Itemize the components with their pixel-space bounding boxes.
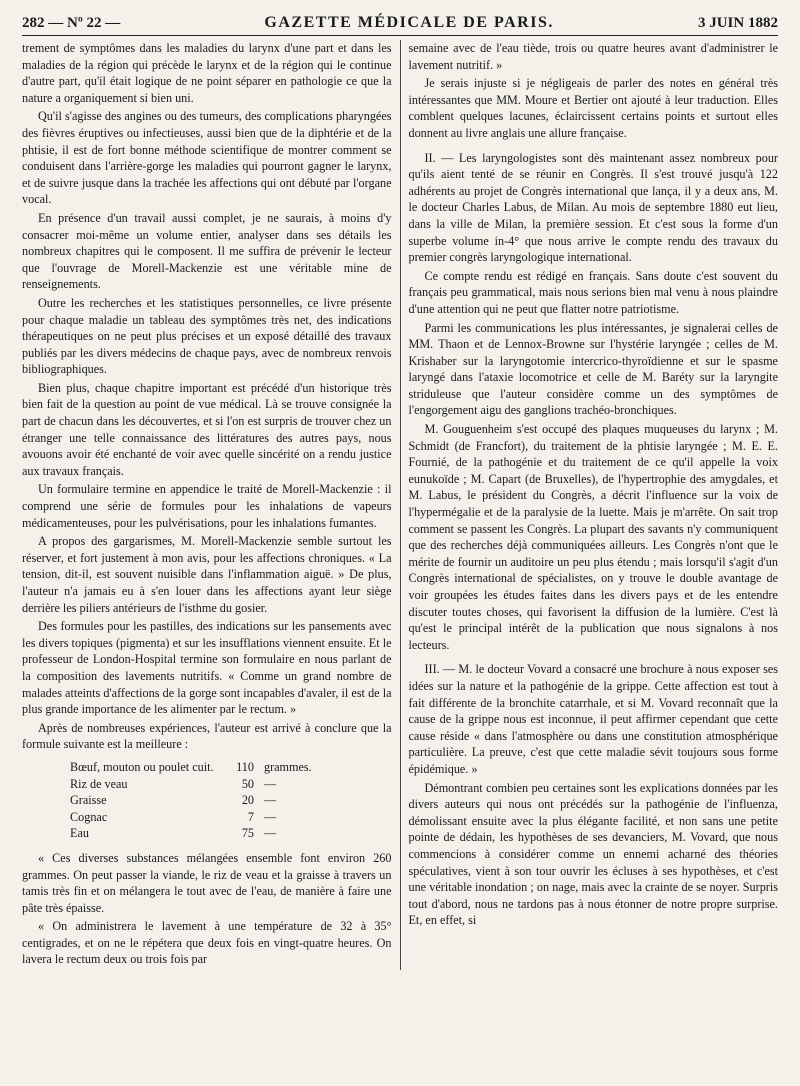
- formula-row: [70, 792, 392, 809]
- formula-ingredient: Riz de veau: [70, 776, 128, 791]
- formula-quantity: 75: [241, 826, 254, 841]
- formula-unit: —: [264, 776, 277, 791]
- text-columns: [22, 40, 778, 970]
- paragraph: semaine avec de l'eau tiède, trois ou quatre heures avant d'administrer le lavement nutritif. »: [408, 41, 778, 72]
- formula-row: [70, 809, 392, 826]
- paragraph: trement de symptômes dans les maladies du larynx d'une part et dans les maladies de la région qui précède le larynx et de la région qui le continue d'autre part, qu'il était logique de ne point séparer en pathologie ce que la nature a organiquement si bien uni.: [22, 41, 392, 105]
- right-column: [408, 40, 778, 970]
- formula-row: [70, 759, 392, 776]
- formula-quantity: 110: [236, 759, 254, 774]
- formula-quantity: 7: [247, 809, 254, 824]
- paragraph: Qu'il s'agisse des angines ou des tumeurs, des complications pharyngées des fièvres éruptives ou infectieuses, aussi bien que de la diphtérie et de la phtisie, il est de fort bonne méthode scientifique de montrer comment se conduisent dans l'arrière-gorge les maladies qui pourront gagner le larynx, et de suivre jusque dans la trachée les affections qui ont débuté par l'organe vocal.: [22, 109, 392, 207]
- paragraph: En présence d'un travail aussi complet, je ne saurais, à moins d'y consacrer moi-même un volume entier, analyser dans ses détails les nombreux chapitres qui le composent. Il me suffira de prévenir le lecteur que l'ouvrage de Morell-Mackenzie est une véritable mine de renseignements.: [22, 210, 392, 292]
- formula-ingredient: Cognac: [70, 809, 108, 824]
- formula-ingredient: Graisse: [70, 793, 107, 808]
- paragraph: II. — Les laryngologistes sont dès maintenant assez nombreux pour qu'ils aient tenté de se réunir en Congrès. Il s'est trouvé jusqu'à 122 adhérents au projet de Congrès international que lança, il y a deux ans, M. le docteur Charles Labus, de Milan. Au mois de septembre 1880 eut lieu, dans la ville de Milan, la première session. Et c'est sous la forme d'un superbe volume in-4° que nous arrive le compte rendu des travaux du premier congrès laryngologique international.: [408, 150, 778, 265]
- paragraph: III. — M. le docteur Vovard a consacré une brochure à nous exposer ses idées sur la nature et la pathogénie de la grippe. Cette affection est tout à fait différente de la bronchite catarrhale, et si M. Vovard reconnaît que la cause de la grippe nous est inconnue, il peut affirmer cependant que cette cause réside « dans l'atmosphère ou dans une constitution atmosphérique particulière. La preuve, c'est que cette maladie sévit toujours sous forme épidémique. »: [408, 662, 778, 776]
- issue-date: 3 JUIN 1882: [697, 15, 778, 31]
- left-paragraphs-after: [22, 850, 392, 968]
- formula-ingredient: Bœuf, mouton ou poulet cuit.: [70, 759, 214, 774]
- journal-title: GAZETTE MÉDICALE DE PARIS.: [264, 14, 554, 31]
- formula-unit: —: [264, 809, 277, 824]
- paragraph: Un formulaire termine en appendice le traité de Morell-Mackenzie : il comprend une série de formules pour les inhalations de vapeurs médicamenteuses, pour les pulvérisations, pour les inhalations fumantes.: [22, 482, 392, 530]
- formula-unit: —: [264, 826, 277, 841]
- formula-quantity: 20: [241, 793, 254, 808]
- paragraph: Après de nombreuses expériences, l'auteur est arrivé à conclure que la formule suivante est la meilleure :: [22, 720, 392, 752]
- formula-row: [70, 825, 392, 842]
- formula-quantity: 50: [241, 776, 254, 791]
- paragraph: Outre les recherches et les statistiques personnelles, ce livre présente pour chaque maladie un tableau des symptômes très net, des indications thérapeutiques on ne peut plus précises et un exposé détaillé des travaux publiés par les divers médecins de chaque pays, avec de nombreux renvois bibliographiques.: [22, 295, 392, 377]
- formula-row: [70, 776, 392, 793]
- left-column: [22, 40, 392, 970]
- formula-ingredient: Eau: [70, 826, 89, 841]
- page-header: [22, 14, 778, 32]
- paragraph: M. Gouguenheim s'est occupé des plaques muqueuses du larynx ; M. Schmidt (de Francfort), du traitement de la phtisie laryngée ; M. E. E. Fournié, de la pathogénie et du traitement de ce qu'il appelle la voix eunukoïde ; M. Capart (de Bruxelles), de l'hypertrophie des amygdales, et M. Labus, le président du Congrès, a décrit l'influence sur la voix de l'hypermégalie et de la paralysie de la luette. Mais je m'arrête. On sait trop comment se passent les Congrès. La plupart des savants n'y communiquent que des recherches déjà communiquées ailleurs. Les Congrès n'ont que le mérite de fournir un auditoire un peu plus étendu ; mais lorsqu'il s'agit d'un Congrès international de spécialistes, on y trouve le double avantage de voir groupées les études faites dans les divers pays et de les entendre discuter toutes choses, qui favorisent la diffusion de la lumière. C'est là qu'est le principal intérêt de la publication que nous signalons à nos lecteurs.: [408, 422, 778, 652]
- paragraph: Ce compte rendu est rédigé en français. Sans doute c'est souvent du français peu grammatical, mais nous serions bien mal venu à nous plaindre d'une attention qui ne peut que flatter notre patriotisme.: [408, 268, 778, 316]
- paragraph: Bien plus, chaque chapitre important est précédé d'un historique très bien fait de la question au point de vue médical. Là se trouve consignée la part de chacun dans les découvertes, et si l'on est surpris de trouver chez un étranger une telle connaissance des littératures des autres pays, nous avouons avoir été enchanté de voir avec quelle sincérité on a rendu justice aux travaux français.: [22, 380, 392, 478]
- header-rule: [22, 35, 778, 36]
- page-number: 282 — Nº 22 —: [22, 15, 121, 31]
- formula-unit: —: [264, 793, 277, 808]
- paragraph: « On administrera le lavement à une température de 32 à 35° centigrades, et on ne le répétera que deux fois en vingt-quatre heures. On lavera le rectum deux ou trois fois par: [22, 919, 392, 967]
- paragraph: « Ces diverses substances mélangées ensemble font environ 260 grammes. On peut passer la viande, le riz de veau et la graisse à travers un tamis très fin et on mélangera le tout avec de l'eau, de manière à faire une pâte très épaisse.: [22, 850, 392, 915]
- paragraph: Des formules pour les pastilles, des indications sur les pansements avec les divers topiques (pigmenta) et sur les insufflations viennent ensuite. Et le professeur de London-Hospital termine son formulaire en nous parlant de la composition des lavements nutritifs. « Comme un grand nombre de malades atteints d'affections de la gorge sont incapables d'avaler, il est de la plus grande importance de les alimenter par le rectum. »: [22, 619, 392, 717]
- paragraph: A propos des gargarismes, M. Morell-Mackenzie semble surtout les réserver, et fort justement à mon avis, pour les affections chroniques. « La tension, dit-il, est souvent nuisible dans l'inflammation aiguë. » De plus, l'auteur n'a jamais eu à s'en louer dans les affections ayant leur siège derrière les piliers antérieurs de l'isthme du gosier.: [22, 534, 392, 615]
- recipe-formula: [70, 759, 392, 842]
- paragraph: Je serais injuste si je négligeais de parler des notes en général très intéressantes que MM. Moure et Bertier ont ajouté à leur traduction. Elles comblent quelques lacunes, éclaircissent certains points et surtout elles donnent au livre anglais une allure française.: [408, 76, 778, 140]
- left-paragraphs: [22, 40, 392, 753]
- formula-unit: grammes.: [264, 759, 312, 774]
- paragraph: Démontrant combien peu certaines sont les explications données par les divers auteurs qui nous ont précédés sur la pathogénie de l'influenza, démolissant ensuite avec la plus élégante facilité, et non sans une petite pointe de dédain, les hypothèses de ses devanciers, M. Vovard, que nous commencions à considérer comme un ennemi acharné des théories spéculatives, vient à son tour ouvrir les écluses à ses hypothèses, et c'est une véritable inondation ; on nage, mais avec la crainte de se noyer. Surpris tout d'abord, nous ne tardons pas à nous étonner de notre propre surprise. Et, en effet, si: [408, 780, 778, 928]
- column-divider: [400, 40, 401, 970]
- paragraph: Parmi les communications les plus intéressantes, je signalerai celles de MM. Thaon et de Lennox-Browne sur l'hystérie laryngée ; celles de M. Krishaber sur la laryngotomie intercrico-thyroïdienne et sur le spasme laryngé dans l'ataxie locomotrice et celle de M. Baréty sur la laryngite striduleuse que l'auteur considère comme un des symptômes de l'engorgement aigu des ganglions trachéo-bronchiques.: [408, 320, 778, 418]
